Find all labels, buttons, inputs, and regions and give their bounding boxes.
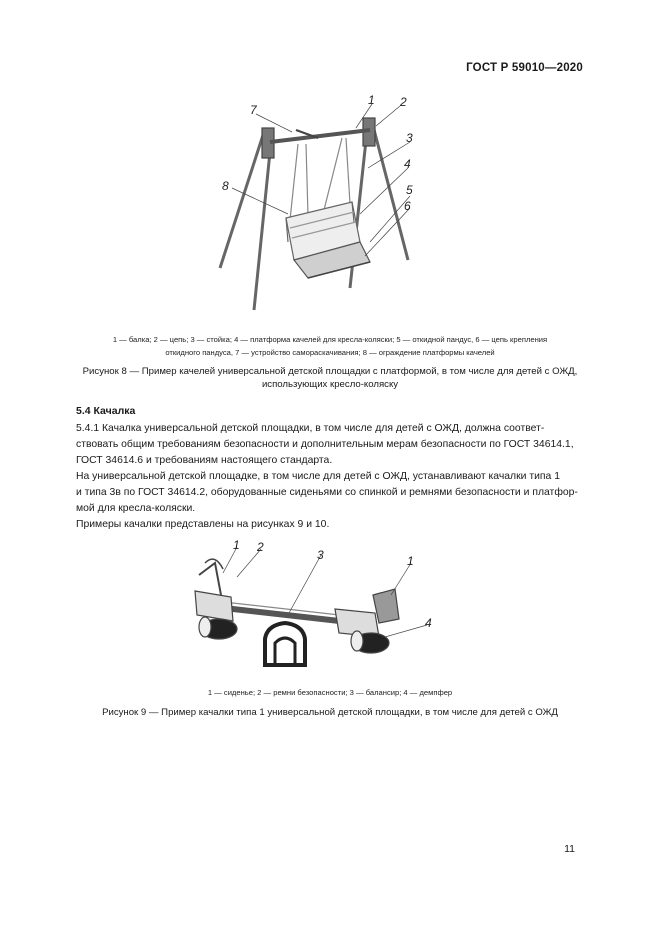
p1-line-2: ствовать общим требованиям безопасности и дополнительным мерам безопасности по ГОСТ 34614.1, [76, 439, 574, 450]
fig8-label-8: 8 [222, 179, 229, 193]
paragraph-5-4-1 [76, 421, 586, 469]
body-text [76, 421, 586, 533]
figure-8-legend [40, 333, 620, 359]
figure-8-caption-line-2: использующих кресло-коляску [261, 378, 399, 390]
figure-8-swing-drawing [200, 92, 440, 312]
p3-line-1: Примеры качалки представлены на рисунках 9 и 10. [76, 519, 330, 530]
p2-line-1: На универсальной детской площадке, в том числе для детей с ОЖД, устанавливают качалки типа 1 [76, 471, 560, 482]
fig8-label-4: 4 [404, 157, 411, 171]
p1-line-3: ГОСТ 34614.6 и требованиям настоящего стандарта. [76, 455, 333, 466]
paragraph-2 [76, 469, 586, 517]
fig8-label-5: 5 [406, 183, 413, 197]
figure-9-caption: Рисунок 9 — Пример качалки типа 1 универсальной детской площадки, в том числе для детей с ОЖД [102, 707, 558, 718]
fig8-label-1: 1 [368, 93, 375, 107]
fig9-label-1-left: 1 [233, 538, 240, 552]
fig9-label-3: 3 [317, 548, 324, 562]
figure-8-caption-line-1: Рисунок 8 — Пример качелей универсальной детской площадки с платформой, в том числе для детей с ОЖД, [82, 366, 578, 377]
figure-9-legend: 1 — сиденье; 2 — ремни безопасности; 3 — балансир; 4 — демпфер [207, 688, 453, 697]
p2-line-3: мой для кресла-коляски. [76, 503, 196, 514]
document-standard-header: ГОСТ Р 59010—2020 [466, 62, 583, 74]
fig9-label-2: 2 [257, 540, 264, 554]
figure-8-legend-line-1: 1 — балка; 2 — цепь; 3 — стойка; 4 — платформа качелей для кресла-коляски; 5 — откидной пандус, 6 — цепь крепления [112, 335, 548, 344]
fig8-label-7: 7 [250, 103, 257, 117]
paragraph-3 [76, 517, 586, 533]
fig8-label-3: 3 [406, 131, 413, 145]
fig8-label-2: 2 [400, 95, 407, 109]
fig8-label-6: 6 [404, 199, 411, 213]
fig9-label-1-right: 1 [407, 554, 414, 568]
figure-8-caption [40, 366, 620, 391]
p2-line-2: и типа 3в по ГОСТ 34614.2, оборудованные сиденьями со спинкой и ремнями безопасности и платфор- [76, 487, 578, 498]
section-heading: 5.4 Качалка [76, 405, 136, 417]
figure-9-rocker-drawing [175, 535, 455, 675]
p1-line-1: 5.4.1 Качалка универсальной детской площадки, в том числе для детей с ОЖД, должна соответ- [76, 423, 545, 434]
fig9-label-4: 4 [425, 616, 432, 630]
figure-8-legend-line-2: откидного пандуса, 7 — устройство самораскачивания; 8 — ограждение платформы качелей [165, 348, 495, 357]
page-number: 11 [564, 843, 575, 855]
